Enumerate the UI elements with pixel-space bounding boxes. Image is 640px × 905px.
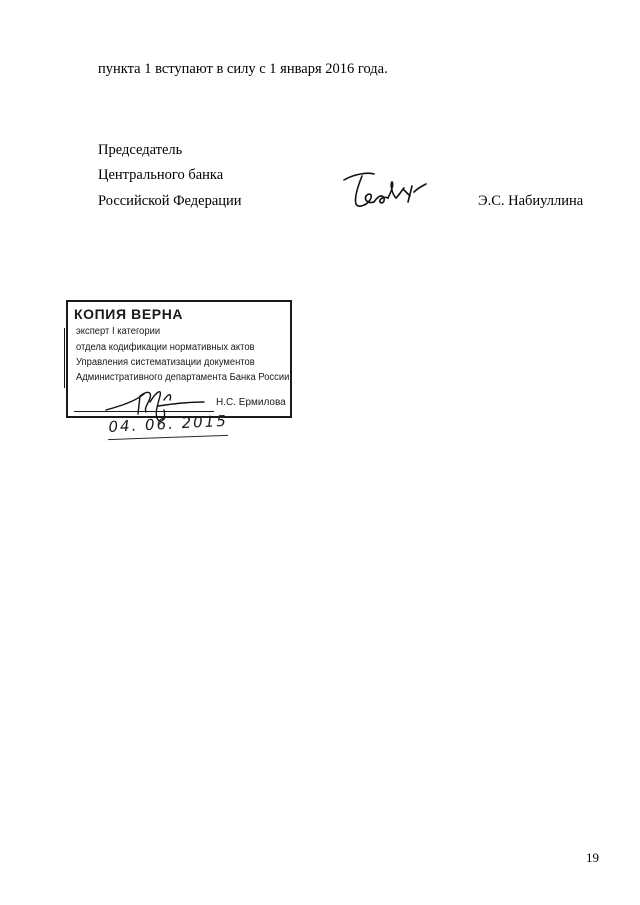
stamp-left-mark	[64, 328, 65, 388]
stamp-line: Управления систематизации документов	[76, 357, 255, 368]
handwritten-date: 04. 06. 2015	[108, 411, 229, 436]
handwritten-date-underline	[108, 435, 228, 440]
stamp-line: эксперт I категории	[76, 326, 161, 337]
signatory-name: Э.С. Набиуллина	[478, 193, 584, 209]
signatory-title-line-2: Центрального банка	[98, 167, 224, 183]
chairman-signature	[340, 168, 430, 216]
stamp-line: Административного департамента Банка России	[76, 372, 290, 383]
stamp-signer-name: Н.С. Ермилова	[216, 397, 286, 408]
stamp-title: КОПИЯ ВЕРНА	[74, 306, 184, 322]
signatory-title-line-3: Российской Федерации	[98, 193, 242, 209]
stamp-line: отдела кодификации нормативных актов	[76, 342, 255, 353]
page-number: 19	[586, 850, 599, 865]
signatory-title-line-1: Председатель	[98, 142, 183, 158]
body-text-line: пункта 1 вступают в силу с 1 января 2016 года.	[98, 61, 388, 77]
